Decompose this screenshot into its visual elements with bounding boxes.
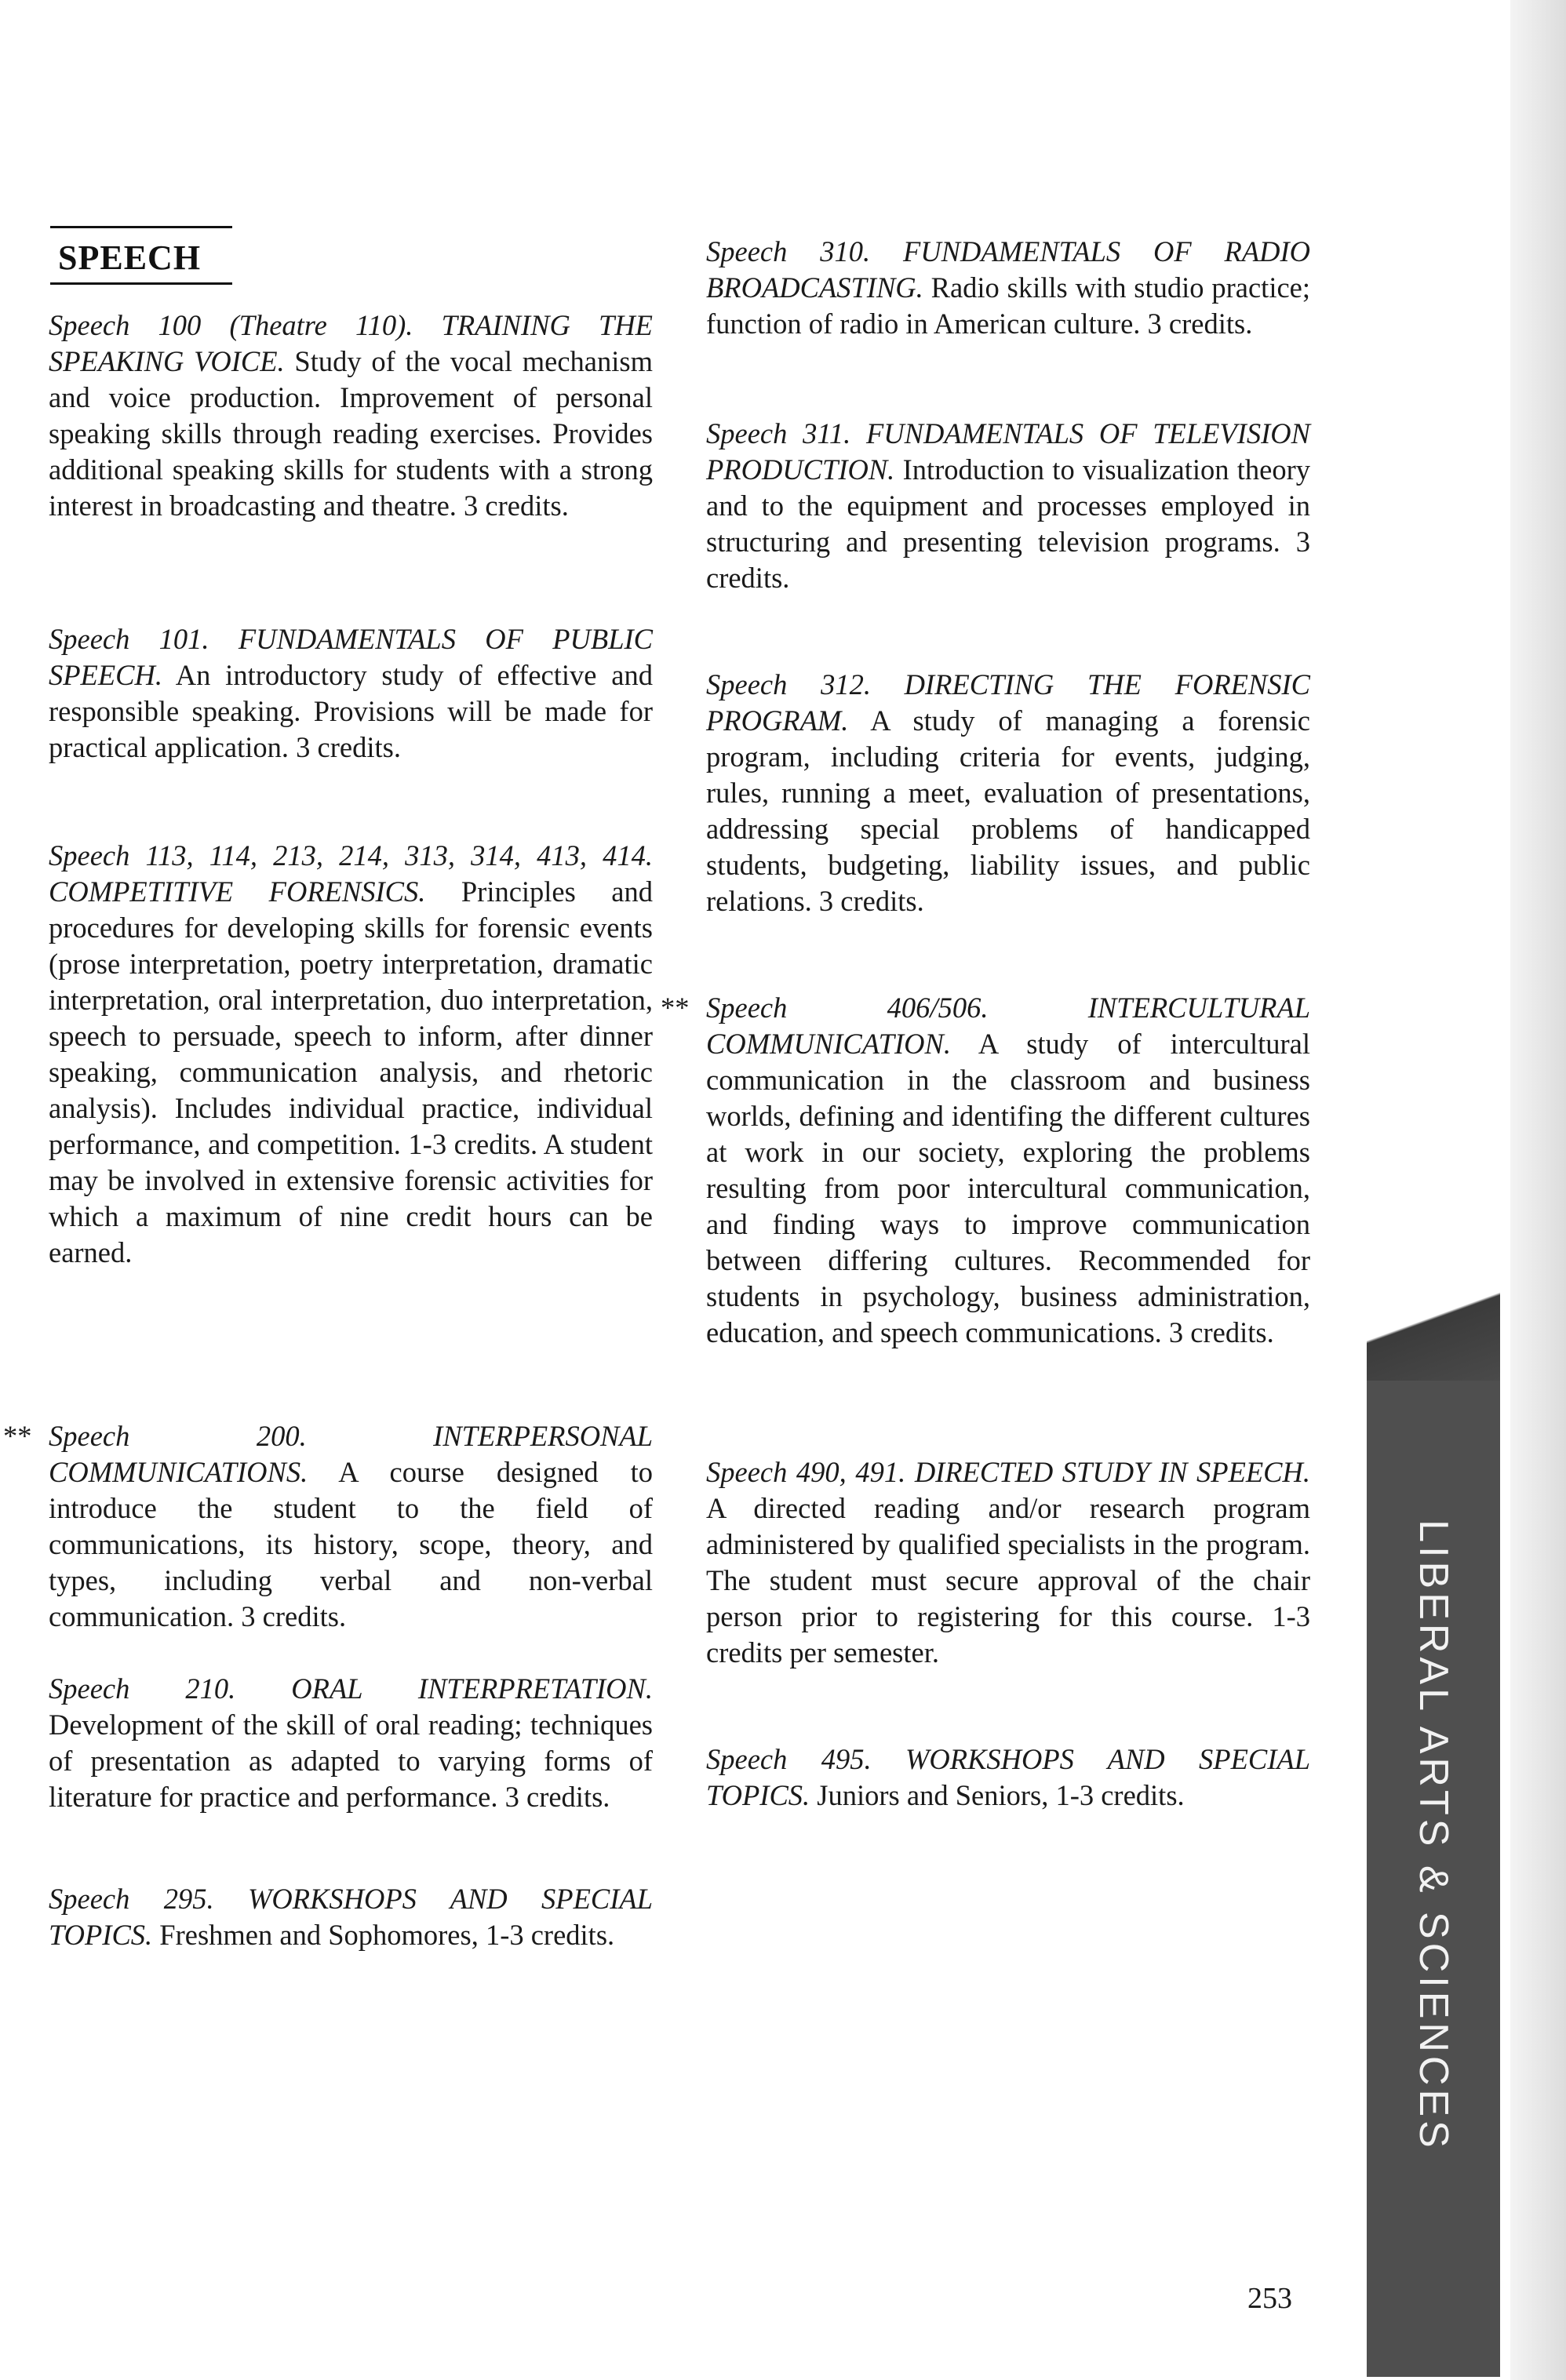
course-entry	[49, 308, 653, 524]
course-title: INTERPERSONAL COMMUNICATIONS.	[49, 1420, 653, 1488]
course-title: TRAINING THE SPEAKING VOICE.	[49, 309, 653, 377]
course-title: COMPETITIVE FORENSICS.	[49, 875, 426, 908]
side-tab-label: LIBERAL ARTS & SCIENCES	[1411, 1519, 1456, 2152]
course-code: Speech 311.	[706, 417, 851, 449]
course-entry	[49, 1671, 653, 1815]
course-description: Radio skills with studio practice; function of radio in American culture. 3 credits.	[706, 271, 1310, 340]
course-entry	[661, 990, 1310, 1351]
course-code: Speech 101.	[49, 623, 209, 655]
course-title: FUNDAMENTALS OF TELEVISION PRODUCTION.	[706, 417, 1310, 486]
course-entry	[706, 234, 1310, 342]
side-tab-body	[1367, 1286, 1500, 2369]
right-column	[706, 234, 1310, 342]
course-entry	[706, 667, 1310, 919]
right-column	[706, 416, 1310, 596]
course-code: Speech 310.	[706, 235, 871, 267]
course-description: An introductory study of effective and responsible speaking. Provisions will be made for practical application. 3 credits.	[49, 659, 653, 763]
course-description: Principles and procedures for developing skills for forensic events (prose interpretation, poetry interpretation, dramatic interpretation, oral interpretation, duo interpretation, speech to persuade, speech to inform, after dinner speaking, communication analysis, and rhetoric analysis). Includes individual practice, individual performance, and competition. 1-3 credits. A student may be involved in extensive forensic activities for which a maximum of nine credit hours can be earned.	[49, 875, 654, 1268]
course-title: WORKSHOPS AND SPECIAL TOPICS.	[706, 1743, 1310, 1811]
course-title: INTERCULTURAL COMMUNICATION.	[706, 992, 1310, 1060]
left-column	[49, 308, 653, 524]
course-code: Speech 100 (Theatre 110).	[49, 309, 413, 341]
course-title: DIRECTED STUDY IN SPEECH.	[914, 1456, 1310, 1488]
course-entry	[706, 1741, 1310, 1814]
left-column	[49, 621, 653, 766]
course-entry	[49, 621, 653, 766]
course-description: A directed reading and/or research program administered by qualified specialists in the program. The student must secure approval of the chair person prior to registering for this course. 1-3 credits per semester.	[706, 1492, 1310, 1669]
page-edge-shadow	[1510, 0, 1566, 2380]
course-code: Speech 113, 114, 213, 214, 313, 314, 413, 414.	[49, 839, 653, 872]
course-entry	[706, 1454, 1310, 1671]
course-entry	[3, 1418, 653, 1635]
side-tab-cap	[1367, 1286, 1500, 1381]
course-description: A study of managing a forensic program, including criteria for events, judging, rules, running a meet, evaluation of presentations, addressing special problems of handicapped students, budgeting, liability issues, and public relations. 3 credits.	[706, 704, 1310, 917]
page-number: 253	[1247, 2282, 1292, 2315]
course-code: Speech 406/506.	[706, 992, 989, 1024]
left-column	[3, 1418, 653, 1635]
right-column	[661, 990, 1310, 1351]
course-code: Speech 495.	[706, 1743, 872, 1775]
left-column	[49, 1671, 653, 1815]
section-heading: SPEECH	[50, 226, 232, 285]
right-column	[706, 667, 1310, 919]
course-description: Introduction to visualization theory and to the equipment and processes employed in structuring and presenting television programs. 3 credits.	[706, 453, 1310, 594]
course-title: ORAL INTERPRETATION.	[291, 1672, 654, 1705]
course-code: Speech 200.	[49, 1420, 307, 1452]
course-description: A study of intercultural communication in the classroom and business worlds, defining and identifing the different cultures at work in our society, exploring the problems resulting from poor intercultural communication, and finding ways to improve communication between differing cultures. Recommended for students in psychology, business administration, education, and speech communications. 3 credits.	[706, 1028, 1310, 1348]
course-entry	[49, 838, 653, 1271]
course-code: Speech 490, 491.	[706, 1456, 906, 1488]
recommended-marker: **	[3, 1420, 32, 1452]
course-description: Study of the vocal mechanism and voice production. Improvement of personal speaking skills through reading exercises. Provides additional speaking skills for students with a strong interest in broadcasting and theatre. 3 credits.	[49, 345, 653, 522]
right-column	[706, 1741, 1310, 1814]
course-code: Speech 312.	[706, 668, 871, 701]
course-title: DIRECTING THE FORENSIC PROGRAM.	[706, 668, 1311, 737]
course-code: Speech 295.	[49, 1883, 214, 1915]
course-description: Freshmen and Sophomores, 1-3 credits.	[159, 1919, 615, 1951]
course-description: Juniors and Seniors, 1-3 credits.	[817, 1779, 1185, 1811]
left-column	[49, 838, 653, 1271]
course-description: Development of the skill of oral reading; techniques of presentation as adapted to varying forms of literature for practice and performance. 3 credits.	[49, 1709, 653, 1813]
course-entry	[49, 1881, 653, 1953]
right-column	[706, 1454, 1310, 1671]
recommended-marker: **	[661, 992, 690, 1024]
left-column	[49, 1881, 653, 1953]
course-title: FUNDAMENTALS OF PUBLIC SPEECH.	[49, 623, 653, 691]
course-description: A course designed to introduce the student to the field of communications, its history, scope, theory, and types, including verbal and non-verbal communication. 3 credits.	[49, 1456, 653, 1632]
course-title: FUNDAMENTALS OF RADIO BROADCASTING.	[706, 235, 1310, 304]
course-code: Speech 210.	[49, 1672, 236, 1705]
course-entry	[706, 416, 1310, 596]
course-title: WORKSHOPS AND SPECIAL TOPICS.	[49, 1883, 653, 1951]
